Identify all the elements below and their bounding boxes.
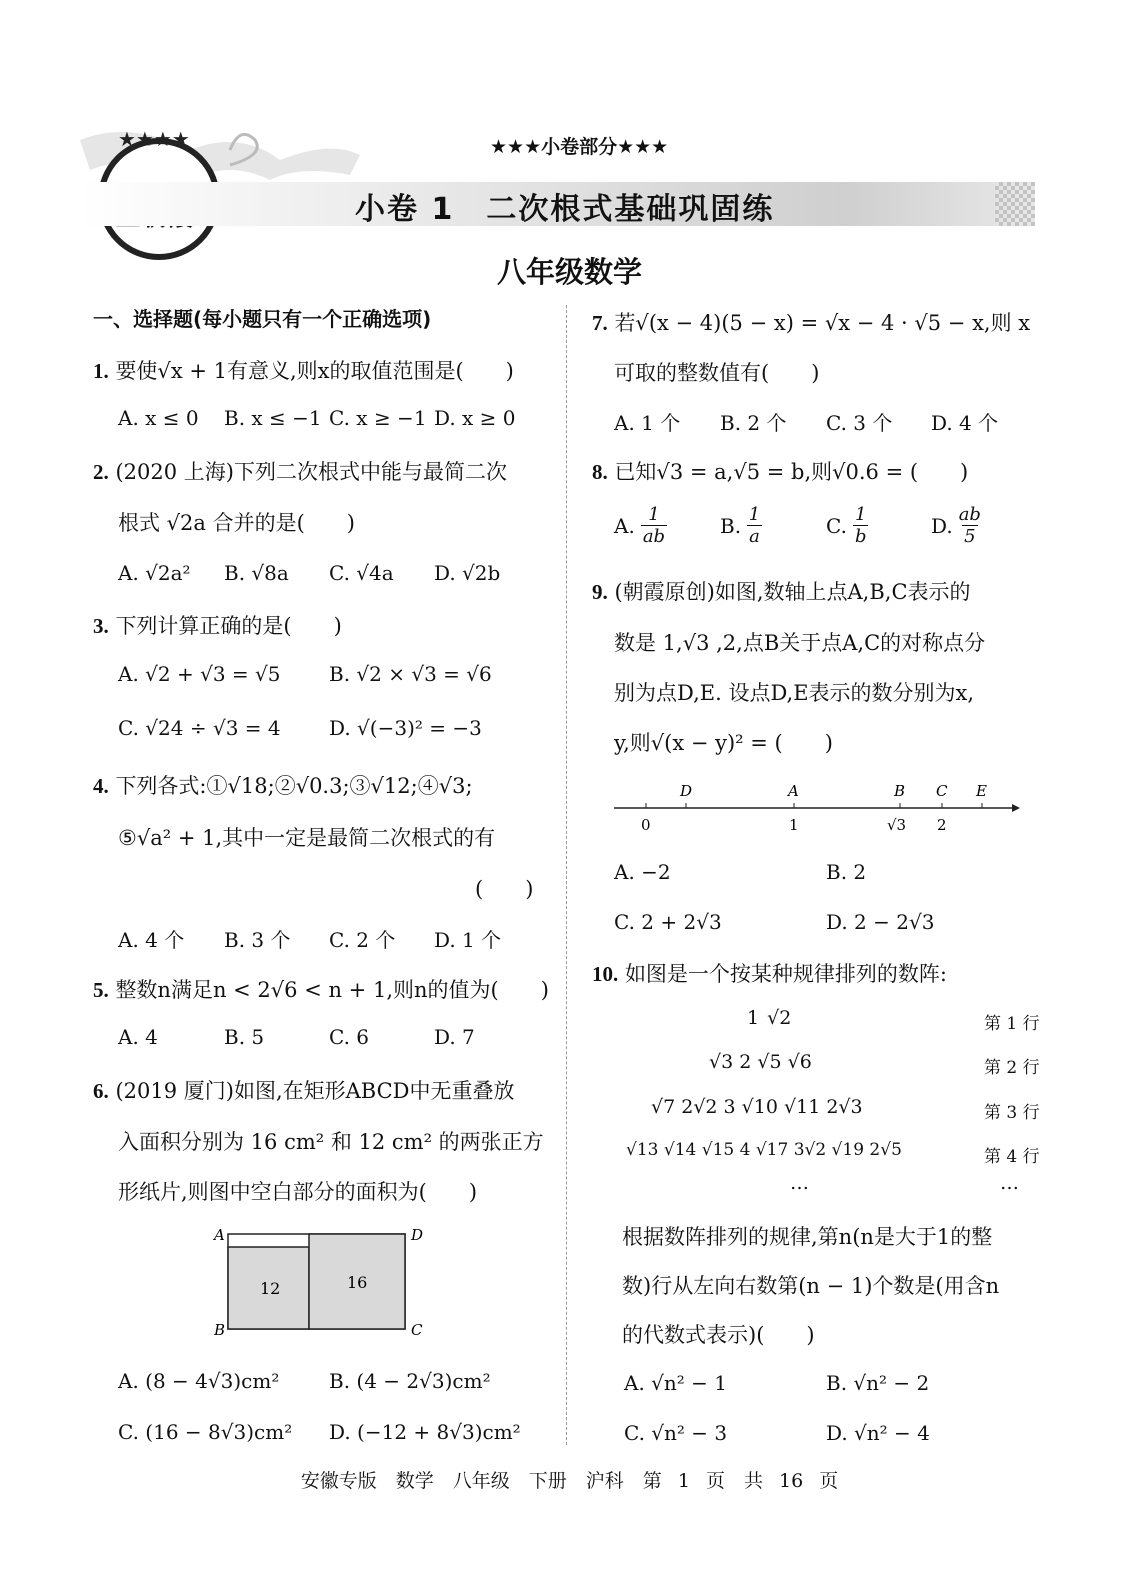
numerator: ab <box>958 504 981 525</box>
question-number: 6. <box>93 1079 109 1103</box>
question-text: 整数n满足n < 2√6 < n + 1,则n的值为( ) <box>115 978 549 1002</box>
array-row-1: 1 √2 <box>747 1007 792 1029</box>
q10-option-b: B. √n² − 2 <box>826 1371 930 1395</box>
tick-label-2: 2 <box>937 816 947 834</box>
q10-option-d: D. √n² − 4 <box>826 1421 930 1445</box>
label-c: C <box>411 1321 423 1339</box>
question-text: 下列计算正确的是( ) <box>115 614 342 638</box>
label-a: A <box>214 1226 225 1244</box>
section-heading: 一、选择题(每小题只有一个正确选项) <box>93 307 432 331</box>
numerator: 1 <box>648 504 660 525</box>
q8-option-a <box>614 504 667 547</box>
question-7 <box>592 307 1030 337</box>
q9-line3: 别为点D,E. 设点D,E表示的数分别为x, <box>614 681 975 705</box>
q1-option-b: B. x ≤ −1 <box>224 406 322 430</box>
q10-line4: 的代数式表示)( ) <box>622 1323 815 1347</box>
denominator: a <box>749 526 760 547</box>
question-number: 7. <box>592 311 608 335</box>
q5-option-a: A. 4 <box>118 1025 158 1049</box>
q10-option-a: A. √n² − 1 <box>624 1371 727 1395</box>
numerator: 1 <box>748 504 761 525</box>
array-row-4: √13 √14 √15 4 √17 3√2 √19 2√5 <box>626 1140 902 1160</box>
q3-option-c: C. √24 ÷ √3 = 4 <box>118 716 281 740</box>
fraction <box>959 504 981 547</box>
question-2 <box>93 456 507 486</box>
q4-line2: ⑤√a² + 1,其中一定是最简二次根式的有 <box>118 826 496 850</box>
array-row-4-label: 第 4 行 <box>984 1147 1040 1167</box>
point-b: B <box>894 782 906 800</box>
array-ellipsis-right: … <box>1000 1172 1019 1194</box>
question-1 <box>93 355 514 385</box>
q10-line2: 根据数阵排列的规律,第n(n是大于1的整 <box>622 1225 993 1249</box>
q6-option-a: A. (8 − 4√3)cm² <box>118 1369 280 1393</box>
array-row-1-label: 第 1 行 <box>984 1014 1040 1034</box>
question-text: (2019 厦门)如图,在矩形ABCD中无重叠放 <box>115 1079 515 1103</box>
question-number: 4. <box>93 774 109 798</box>
tick-label-1: 1 <box>789 816 799 834</box>
q5-option-c: C. 6 <box>329 1025 370 1049</box>
q7-option-c: C. 3 个 <box>826 411 893 435</box>
label-b: B <box>214 1321 226 1339</box>
question-4 <box>93 770 473 800</box>
numerator: 1 <box>854 504 867 525</box>
checker-decoration <box>995 182 1035 226</box>
rectangle-figure <box>205 1222 430 1347</box>
question-9 <box>592 576 971 606</box>
q9-option-a: A. −2 <box>614 860 671 884</box>
point-a: A <box>788 782 799 800</box>
page-footer: 安徽专版 数学 八年级 下册 沪科 第 1 页 共 16 页 <box>300 1470 839 1492</box>
label-d: D <box>411 1226 424 1244</box>
point-c: C <box>936 782 948 800</box>
question-8 <box>592 456 968 486</box>
question-number: 8. <box>592 460 608 484</box>
question-text: 下列各式:①√18;②√0.3;③√12;④√3; <box>115 774 473 798</box>
question-10 <box>592 958 947 988</box>
option-letter: B. <box>720 513 742 538</box>
option-letter: D. <box>931 513 953 538</box>
column-divider <box>566 305 567 1445</box>
number-line-figure <box>612 776 1022 836</box>
q7-option-b: B. 2 个 <box>720 411 787 435</box>
q5-option-b: B. 5 <box>224 1025 265 1049</box>
question-text: 如图是一个按某种规律排列的数阵: <box>624 962 948 986</box>
q7-line2: 可取的整数值有( ) <box>614 361 820 385</box>
question-number: 9. <box>592 580 608 604</box>
fraction <box>853 504 869 547</box>
tick-label-sqrt3: √3 <box>887 816 907 834</box>
question-number: 2. <box>93 460 109 484</box>
arrow-icon <box>1012 804 1020 812</box>
q10-line3: 数)行从左向右数第(n − 1)个数是(用含n <box>622 1274 1000 1298</box>
q4-option-c: C. 2 个 <box>329 928 396 952</box>
q1-option-d: D. x ≥ 0 <box>434 406 516 430</box>
q4-option-a: A. 4 个 <box>118 928 185 952</box>
area-12-label: 12 <box>260 1279 281 1298</box>
q2-line2: 根式 √2a 合并的是( ) <box>118 511 355 535</box>
question-number: 5. <box>93 978 109 1002</box>
q3-option-b: B. √2 × √3 = √6 <box>329 662 492 686</box>
q9-line2: 数是 1,√3 ,2,点B关于点A,C的对称点分 <box>614 631 986 655</box>
fraction <box>747 504 762 547</box>
denominator: ab <box>642 526 666 547</box>
area-16-label: 16 <box>347 1273 368 1292</box>
array-row-3: √7 2√2 3 √10 √11 2√3 <box>651 1096 863 1118</box>
section-label: ★★★小卷部分★★★ <box>490 136 669 158</box>
denominator: 5 <box>964 526 976 547</box>
q3-option-d: D. √(−3)² = −3 <box>329 716 482 740</box>
q6-option-d: D. (−12 + 8√3)cm² <box>329 1420 521 1444</box>
question-number: 3. <box>93 614 109 638</box>
logo-stars-icon <box>118 126 198 150</box>
q2-option-c: C. √4a <box>329 561 394 585</box>
option-letter: A. <box>614 513 635 538</box>
q4-option-d: D. 1 个 <box>434 928 502 952</box>
q8-option-b <box>720 504 762 547</box>
q7-option-a: A. 1 个 <box>614 411 681 435</box>
q1-option-c: C. x ≥ −1 <box>329 406 427 430</box>
question-text: 要使√x + 1有意义,则x的取值范围是( ) <box>115 359 514 383</box>
array-row-2: √3 2 √5 √6 <box>709 1051 812 1073</box>
page-title: 小卷 1 二次根式基础巩固练 <box>355 192 775 227</box>
question-text: (朝霞原创)如图,数轴上点A,B,C表示的 <box>614 580 971 604</box>
array-row-3-label: 第 3 行 <box>984 1103 1040 1123</box>
question-text: (2020 上海)下列二次根式中能与最简二次 <box>115 460 507 484</box>
q2-option-a: A. √2a² <box>118 561 191 585</box>
q9-option-c: C. 2 + 2√3 <box>614 910 722 934</box>
array-row-2-label: 第 2 行 <box>984 1058 1040 1078</box>
q5-option-d: D. 7 <box>434 1025 475 1049</box>
q8-option-d <box>931 504 981 547</box>
svg-text:★★★★: ★★★★ <box>118 127 190 150</box>
q7-option-d: D. 4 个 <box>931 411 999 435</box>
q1-option-a: A. x ≤ 0 <box>118 406 199 430</box>
q6-option-b: B. (4 − 2√3)cm² <box>329 1369 491 1393</box>
point-d: D <box>680 782 693 800</box>
question-number: 10. <box>592 962 619 986</box>
q8-option-c <box>826 504 868 547</box>
q2-option-b: B. √8a <box>224 561 289 585</box>
option-letter: C. <box>826 513 847 538</box>
q9-option-d: D. 2 − 2√3 <box>826 910 935 934</box>
denominator: b <box>854 526 867 547</box>
question-5 <box>93 974 549 1004</box>
question-number: 1. <box>93 359 109 383</box>
question-6 <box>93 1075 515 1105</box>
q6-line3: 形纸片,则图中空白部分的面积为( ) <box>118 1180 478 1204</box>
point-e: E <box>976 782 987 800</box>
tick-label-0: 0 <box>641 816 651 834</box>
q4-answer-paren: ( ) <box>475 877 534 901</box>
q4-option-b: B. 3 个 <box>224 928 291 952</box>
q6-line2: 入面积分别为 16 cm² 和 12 cm² 的两张正方 <box>118 1130 544 1154</box>
q6-option-c: C. (16 − 8√3)cm² <box>118 1420 293 1444</box>
page-subtitle: 八年级数学 <box>496 255 642 289</box>
array-ellipsis-center: … <box>790 1172 809 1194</box>
fraction <box>641 504 667 547</box>
q3-option-a: A. √2 + √3 = √5 <box>118 662 281 686</box>
q9-line4: y,则√(x − y)² = ( ) <box>614 731 833 755</box>
question-text: 若√(x − 4)(5 − x) = √x − 4 · √5 − x,则 x <box>614 311 1031 335</box>
question-text: 已知√3 = a,√5 = b,则√0.6 = ( ) <box>614 460 969 484</box>
question-3 <box>93 610 342 640</box>
q2-option-d: D. √2b <box>434 561 501 585</box>
q10-option-c: C. √n² − 3 <box>624 1421 728 1445</box>
q9-option-b: B. 2 <box>826 860 867 884</box>
